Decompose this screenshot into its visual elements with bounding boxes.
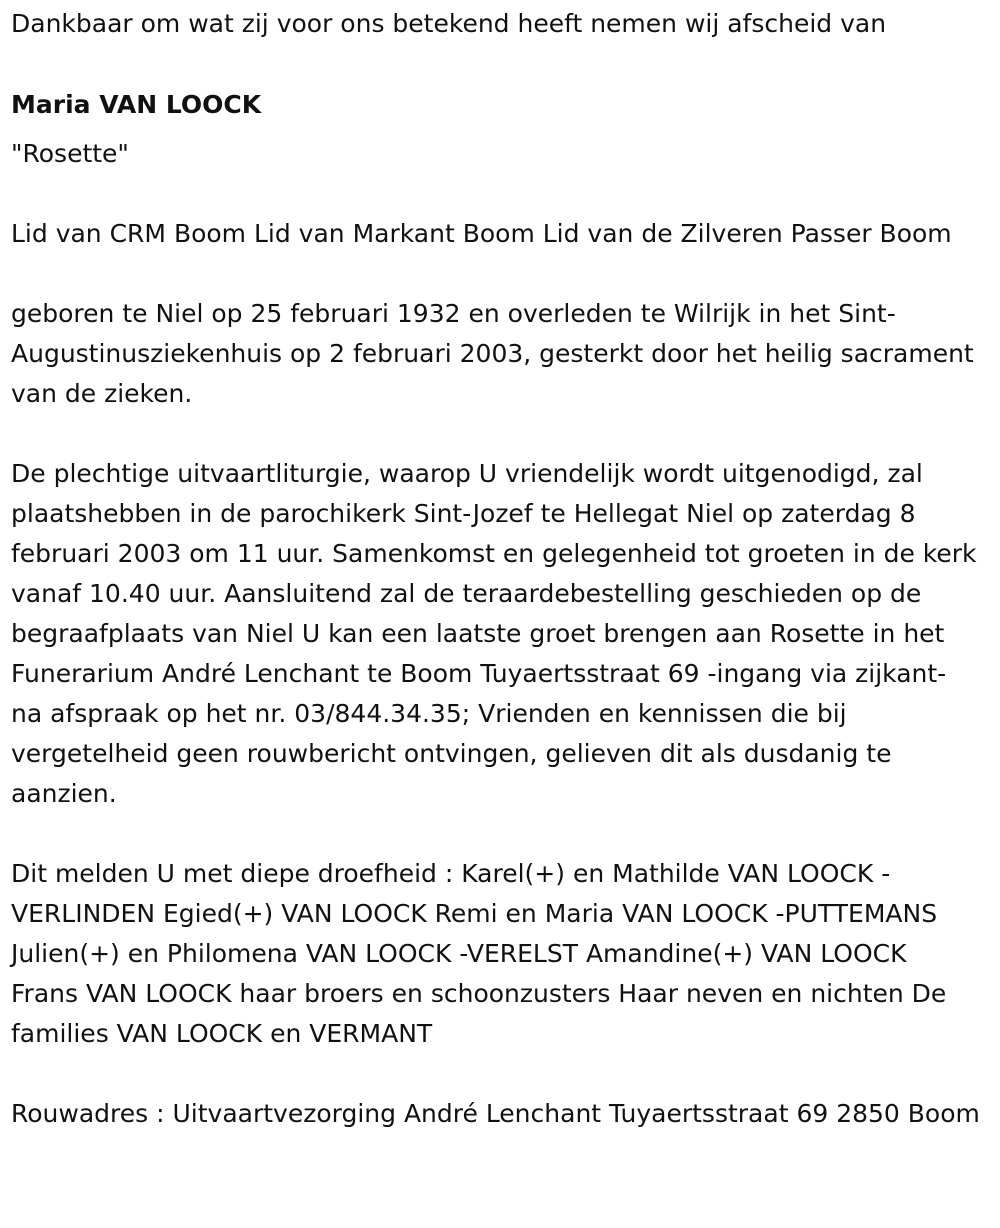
funeral-text: De plechtige uitvaartliturgie, waarop U vriendelijk wordt uitgenodigd, zal plaatshebben in de parochikerk Sint-Jozef te Hellegat Niel op zaterdag 8 februari 2003 om 11 uur. Samenkomst en gelegenheid tot groeten in de kerk vanaf 10.40 uur. Aansluitend zal de teraardebestelling geschieden op de begraafplaats van Niel U kan een laatste groet brengen aan Rosette in het Funerarium André Lenchant te Boom Tuyaertsstraat 69 -ingang via zijkant- na afspraak op het nr. 03/844.34.35; Vrienden en kennissen die bij vergetelheid geen rouwbericht ontvingen, gelieven dit als dusdanig te aanzien. bbox=[11, 459, 977, 808]
obituary-notice bbox=[0, 4, 1000, 1134]
memberships-text: Lid van CRM Boom Lid van Markant Boom Lid van de Zilveren Passer Boom bbox=[11, 219, 952, 248]
family-text: Dit melden U met diepe droefheid : Karel(+) en Mathilde VAN LOOCK -VERLINDEN Egied(+) VAN LOOCK Remi en Maria VAN LOOCK -PUTTEMANS Julien(+) en Philomena VAN LOOCK -VERELST Amandine(+) VAN LOOCK Frans VAN LOOCK haar broers en schoonzusters Haar neven en nichten De families VAN LOOCK en VERMANT bbox=[11, 859, 947, 1048]
deceased-nickname: "Rosette" bbox=[11, 139, 129, 168]
mourning-address: Rouwadres : Uitvaartvezorging André Lenchant Tuyaertsstraat 69 2850 Boom bbox=[11, 1099, 980, 1128]
birth-death-text: geboren te Niel op 25 februari 1932 en overleden te Wilrijk in het Sint-Augustinusziekenhuis op 2 februari 2003, gesterkt door het heilig sacrament van de zieken. bbox=[11, 299, 974, 408]
deceased-name: Maria VAN LOOCK bbox=[11, 90, 262, 119]
intro-text: Dankbaar om wat zij voor ons betekend heeft nemen wij afscheid van bbox=[11, 9, 887, 38]
